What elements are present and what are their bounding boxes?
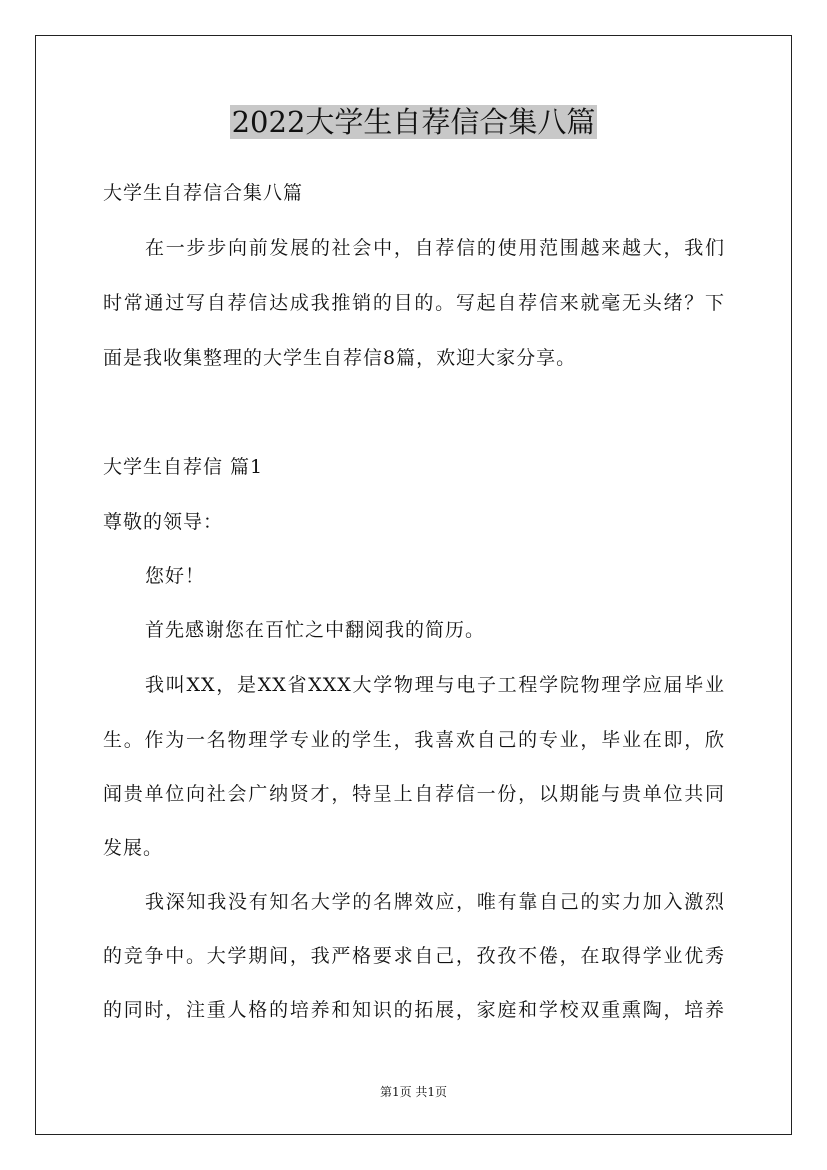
body-line: 的同时，注重人格的培养和知识的拓展，家庭和学校双重熏陶，培养: [103, 999, 725, 1021]
intro-line-1: 在一步步向前发展的社会中，自荐信的使用范围越来越大，我们: [145, 237, 725, 259]
body-line: 发展。: [103, 837, 164, 859]
subtitle-line: 大学生自荐信合集八篇: [103, 182, 304, 204]
intro-line-3: 面是我收集整理的大学生自荐信8篇，欢迎大家分享。: [103, 347, 577, 369]
greeting-line: 您好！: [145, 565, 206, 587]
salutation-line: 尊敬的领导：: [103, 511, 224, 533]
body-line: 首先感谢您在百忙之中翻阅我的简历。: [145, 619, 486, 641]
page-footer: 第1页 共1页: [379, 1085, 448, 1099]
intro-line-2: 时常通过写自荐信达成我推销的目的。写起自荐信来就毫无头绪？下: [103, 292, 725, 314]
section-heading: 大学生自荐信 篇1: [103, 456, 264, 478]
body-line: 我深知我没有知名大学的名牌效应，唯有靠自己的实力加入激烈: [145, 891, 725, 913]
body-line: 生。作为一名物理学专业的学生，我喜欢自己的专业，毕业在即，欣: [103, 729, 725, 751]
body-line: 的竞争中。大学期间，我严格要求自己，孜孜不倦，在取得学业优秀: [103, 945, 725, 967]
body-line: 我叫XX，是XX省XXX大学物理与电子工程学院物理学应届毕业: [145, 674, 725, 696]
body-line: 闻贵单位向社会广纳贤才，特呈上自荐信一份，以期能与贵单位共同: [103, 783, 725, 805]
document-title: 2022大学生自荐信合集八篇: [231, 105, 596, 139]
